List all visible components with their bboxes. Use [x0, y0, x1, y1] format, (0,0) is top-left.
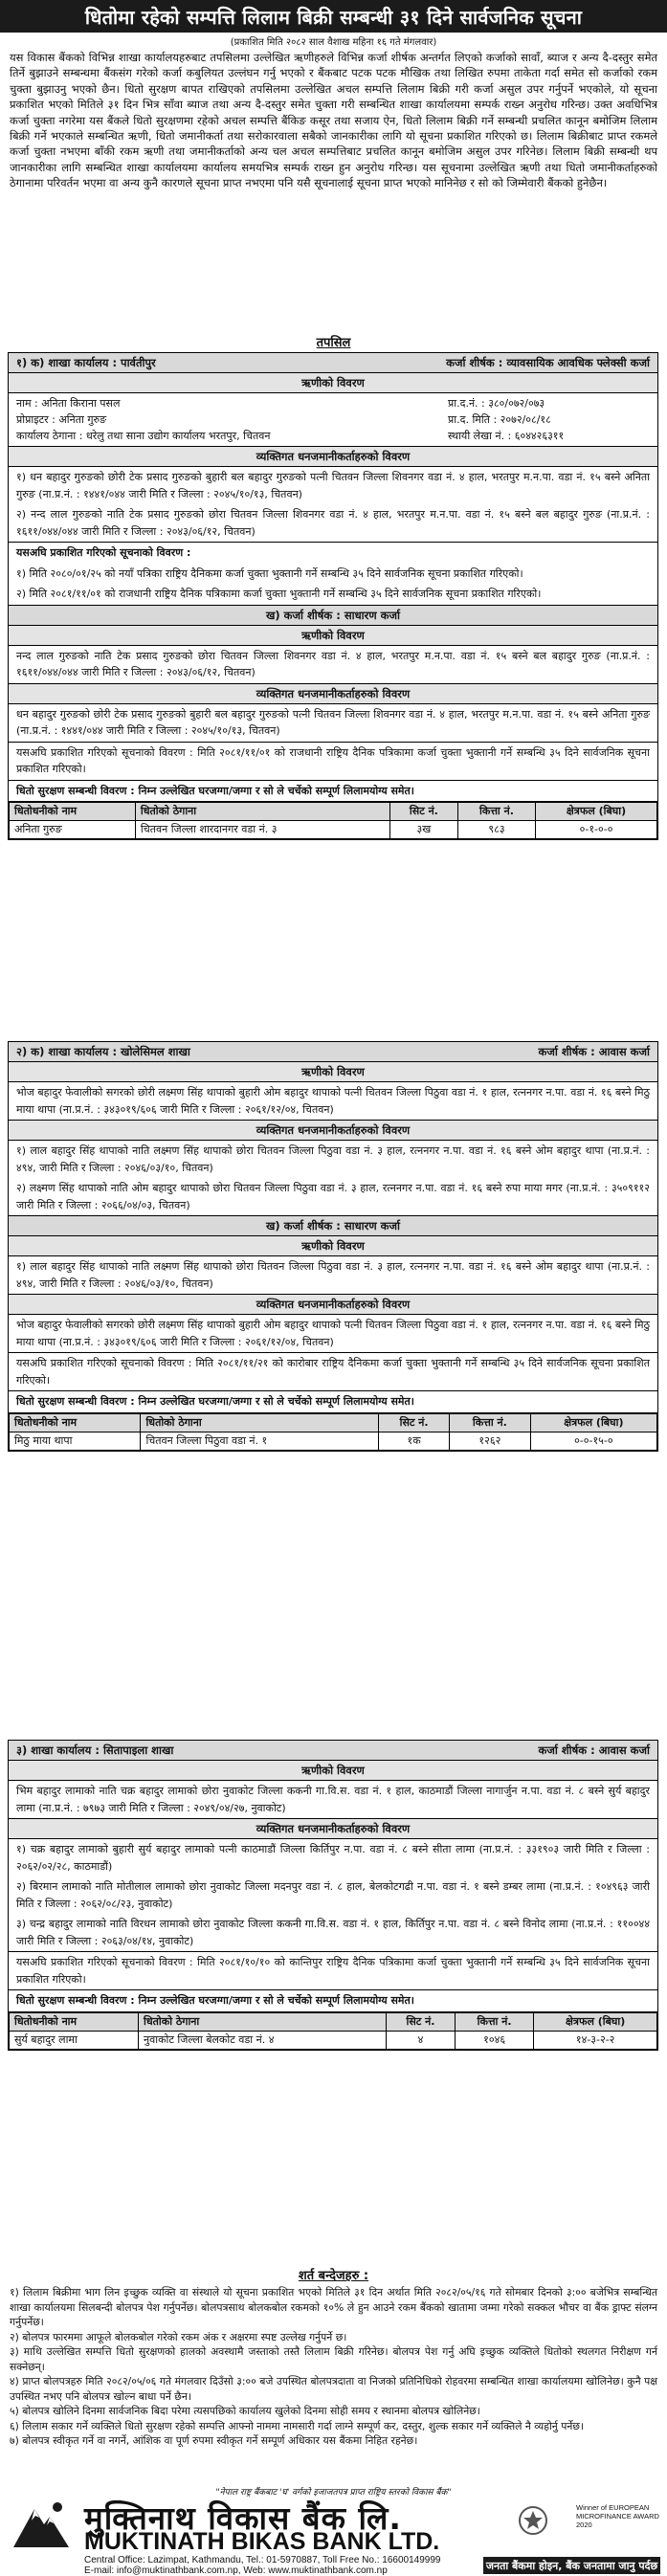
registration-date: प्रा.द. मिति : २०७२/०८/१८	[448, 413, 551, 426]
deed-header: क्षेत्रफल (बिघा)	[534, 2012, 657, 2031]
guarantor-heading: व्यक्तिगत धनजमानीकर्ताहरुको विवरण	[9, 447, 657, 467]
term-item: ७) बोलपत्र स्वीकृत गर्ने वा नगर्ने, आंशिक वा पूर्ण रुपमा स्वीकृत गर्ने सम्पूर्ण अधिकार यस बैंकमा निहित रहनेछ।	[10, 2434, 418, 2447]
deed-cell: ३ख	[389, 821, 457, 839]
deed-header: धितोको ठेगाना	[135, 803, 389, 821]
notice-date: (प्रकाशित मिति २०८२ साल वैशाख महिना १६ गते मंगलवार)	[230, 37, 437, 48]
borrower-heading: ऋणीको विवरण	[9, 373, 657, 393]
deed-cell: चितवन जिल्ला शारदानगर वडा नं. ३	[135, 821, 389, 839]
deed-cell: अनिता गुरुङ	[10, 821, 136, 839]
registered-office: कार्यालय ठेगाना : धरेलु तथा साना उद्योग कार्यालय भरतपुर, चितवन	[16, 430, 271, 442]
deed-row	[10, 2031, 657, 2049]
branch-name: २) क) शाखा कार्यालय : खोलेसिमल शाखा	[16, 1045, 190, 1058]
deed-table	[9, 2012, 657, 2050]
sub-loan-type: ख) कर्जा शीर्षक : साधारण कर्जा	[9, 1216, 657, 1236]
guarantor-heading: व्यक्तिगत धनजमानीकर्ताहरुको विवरण	[9, 684, 657, 704]
borrower-name: नाम : अनिता किराना पसल	[16, 397, 121, 410]
branch-name: १) क) शाखा कार्यालय : पार्वतीपुर	[16, 356, 156, 369]
borrower-text: भिम बहादुर लामाको नाति चक्र बहादुर लामाको छोरा नुवाकोट जिल्ला ककनी गा.वि.स. वडा नं. १ हाल, काठमाडौं जिल्ला नागार्जुन न.पा. वडा नं. ८ बस्ने सुर्य बहादुर लामा (ना.प्र.नं. : ७९७३ जारी मिति र जिल्ला : २०४९/०४/२७, नुवाकोट)	[9, 1781, 657, 1819]
guarantor-heading: व्यक्तिगत धनजमानीकर्ताहरुको विवरण	[9, 1295, 657, 1315]
term-item: ६) लिलाम सकार गर्ने व्यक्तिले धितो सुरक्षण रहेको सम्पत्ति आफ्नो नाममा नामसारी गर्दा लाग्ने सम्पूर्ण कर, दस्तुर, शुल्क सकार गर्ने व्यक्तिले नै व्यहोर्नु पर्नेछ।	[10, 2419, 584, 2432]
award-text: Winner of EUROPEAN MICROFINANCE AWARD 2020	[576, 2503, 659, 2529]
deed-cell: १४-३-२-२	[534, 2031, 657, 2049]
deed-header: क्षेत्रफल (बिघा)	[530, 1413, 656, 1432]
borrower-text: नन्द लाल गुरुङको नाति टेक प्रसाद गुरुङको छोरा चितवन जिल्ला शिवनगर वडा नं. ४ हाल, भरतपुर म.न.पा. वडा नं. १५ बस्ने बल बहादुर गुरुङ (ना.प्र.नं. : १६११/०४४/०४४ जारी मिति र जिल्ला : २०४३/०६/१२, चितवन)	[9, 646, 657, 684]
borrower-text: १) लाल बहादुर सिंह थापाको नाति लक्ष्मण सिंह थापाको छोरा चितवन जिल्ला पिठुवा वडा नं. ३ हाल, रत्ननगर न.पा. वडा नं. १६ बस्ने ओम बहादुर थापा (ना.प्र.नं. : ४९४, जारी मिति र जिल्ला : २०४६/०३/१०, चितवन)	[9, 1256, 657, 1295]
award-badge	[500, 2503, 662, 2538]
pan-no: स्थायी लेखा नं. : ६०४४२६३११	[448, 430, 565, 442]
loan-type: कर्जा शीर्षक : व्यावसायिक आवधिक फ्लेक्सी कर्जा	[446, 356, 650, 369]
publication-note: यसअघि प्रकाशित गरिएको सूचनाको विवरण : मिति २०८१/११/२१ को कारोबार राष्ट्रिय दैनिकमा कर्जा चुक्ता भुक्तानी गर्ने सम्बन्धि ३५ दिने सार्वजनिक सूचना प्रकाशित गरिएको।	[9, 1353, 657, 1391]
deed-cell: १०४६	[455, 2031, 533, 2049]
publication-item: २) मिति २०८१/११/०१ को राजधानी राष्ट्रिय दैनिक पत्रिकामा कर्जा चुक्ता भुक्तानी गर्ने सम्बन्धि ३५ दिने सार्वजनिक सूचना प्रकाशित गरिएको।	[9, 584, 657, 606]
borrower-heading: ऋणीको विवरण	[9, 1062, 657, 1082]
borrower-heading: ऋणीको विवरण	[9, 626, 657, 646]
term-item: ३) माथि उल्लेखित सम्पत्ति धितो सुरक्षणको हालको अवस्थामै जस्ताको तस्तै लिलाम बिक्री गरिनेछ। बोलपत्र पेश गर्नु अघि इच्छुक व्यक्तिले धितोको स्थलगत निरीक्षण गर्न सक्नेछन्।	[10, 2345, 657, 2373]
loan-type: कर्जा शीर्षक : आवास कर्जा	[538, 1045, 650, 1058]
office-address: Central Office: Lazimpat, Kathmandu, Tel.: 01-5970887, Toll Free No.: 16600149999	[84, 2555, 441, 2565]
deed-header: कित्ता नं.	[457, 803, 535, 821]
borrower-heading: ऋणीको विवरण	[9, 1761, 657, 1781]
deed-table	[9, 802, 657, 839]
terms-title: शर्त बन्देजहरु :	[298, 2269, 369, 2283]
deed-header-row	[10, 1413, 657, 1432]
publication-heading: यसअघि प्रकाशित गरिएको सूचनाको विवरण :	[16, 546, 191, 559]
guarantor-heading: व्यक्तिगत धनजमानीकर्ताहरुको विवरण	[9, 1121, 657, 1141]
deed-header: धितोको ठेगाना	[139, 2012, 387, 2031]
publication-note: यसअघि प्रकाशित गरिएको सूचनाको विवरण : मिति २०८१/१०/१० को कान्तिपुर राष्ट्रिय दैनिक पत्रिकामा कर्जा चुक्ता भुक्तानी गर्ने सम्बन्धि ३५ दिने सार्वजनिक सूचना प्रकाशित गरिएको।	[9, 1952, 657, 1990]
guarantor-item: २) नन्द लाल गुरुङको नाति टेक प्रसाद गुरुङको छोरा चितवन जिल्ला शिवनगर वडा नं. ४ हाल, भरतपुर म.न.पा. वडा नं. १५ बस्ने बल बहादुर गुरुङ (ना.प्र.नं. : १६११/०४४/०४४ जारी मिति र जिल्ला : २०४३/०६/१२, चितवन)	[9, 504, 657, 543]
contact-info: E-mail: info@muktinathbank.com.np, Web: www.muktinathbank.com.np	[84, 2565, 388, 2576]
guarantor-item: भोज बहादुर फेवालीको सगरको छोरी लक्ष्मण सिंह थापाको बुहारी ओम बहादुर थापाको पत्नी चितवन जिल्ला पिठुवा वडा नं. १ हाल, रत्ननगर न.पा. वडा नं. १६ बस्ने मिठु माया थापा (ना.प्र.नं. : ३४३०१९/६०६ जारी मिति र जिल्ला : २०६१/१२/०४, चितवन)	[9, 1315, 657, 1353]
sub-loan-type: ख) कर्जा शीर्षक : साधारण कर्जा	[9, 606, 657, 626]
branch-name: ३) शाखा कार्यालय : सितापाइला शाखा	[16, 1743, 174, 1757]
deed-cell: मिठु माया थापा	[10, 1432, 141, 1450]
deed-note: धितो सुरक्षण सम्बन्धी विवरण : निम्न उल्लेखित घरजग्गा/जग्गा र सो ले चर्चेको सम्पूर्ण लिलामयोग्य समेत।	[9, 1990, 657, 2012]
deed-header: धितोधनीको नाम	[10, 2012, 139, 2031]
notice-intro: यस विकास बैंकको विभिन्न शाखा कार्यालयहरुबाट तपसिलमा उल्लेखित ऋणीहरुले विभिन्न कर्जा शीर्षक अन्तर्गत लिएको कर्जाको सावाँ, ब्याज र अन्य दै-दस्तुर समेत तिर्ने बुझाउने सम्बन्धमा बैंकसंग गरेको कर्जा कबुलियत उल्लंघन गर्नु भएको र बैंकबाट पटक पटक मौखिक तथा लिखित रुपमा ताकेता गर्दा समेत सो कर्जाको रकम चुक्ता बुझाउनु भएको छैन। धितो सुरक्षण बापत राखिएको तपसिलमा उल्लेखित अचल सम्पत्ति लिलाम बिक्री गरी कर्जा असुल उपर गर्नुपर्ने भएकोले, यो सूचना प्रकाशित भएको मितिले ३१ दिन भित्र साँवा ब्याज तथा अन्य दै-दस्तुर समेत चुक्ता गरी सम्बन्धित शाखा कार्यालयमा सम्पर्क राख्न अनुरोध गरिन्छ। उक्त अवधिभित्र कर्जा चुक्ता नगरेमा यस बैंकले धितो सुरक्षणमा रहेको अचल सम्पत्ति बैंकिङ कसूर तथा सजाय ऐन, धितो लिलाम बिक्री गर्ने सम्बन्धी प्रचलित कानून बमोजिम लिलाम बिक्री गर्ने भएकाले सम्बन्धित ऋणी, धितो जमानीकर्ता तथा सरोकारवाला सबैको जानकारीका लागि यो सूचना प्रकाशित गरिएको छ। लिलाम बिक्रीबाट प्राप्त रकमले कर्जा चुक्ता नभएमा बाँकी रकम ऋणी तथा जमानीकर्ताको अन्य चल अचल सम्पत्तिबाट प्रचलित कानून बमोजिम असुल उपर गरिनेछ। लिलाम बिक्री सम्बन्धी थप जानकारीका लागि सम्बन्धित शाखा कार्यालयमा कार्यालय समयभित्र सम्पर्क राख्न हुन अनुरोध गरिन्छ। यस सूचनामा उल्लेखित ऋणी तथा धितो जमानीकर्ताहरुको ठेगानामा परिवर्तन भएमा वा अन्य कुनै कारणले सूचना प्राप्त नभएमा पनि यसै सूचनालाई सूचना प्राप्त भएको मानिनेछ र सो को जिम्मेवारी बैंकको हुनेछैन।	[10, 51, 657, 190]
section-header	[9, 353, 657, 373]
guarantor-heading: व्यक्तिगत धनजमानीकर्ताहरुको विवरण	[9, 1819, 657, 1839]
deed-header: कित्ता नं.	[455, 2012, 533, 2031]
term-item: १) लिलाम बिक्रीमा भाग लिन इच्छुक व्यक्ति वा संस्थाले यो सूचना प्रकाशित भएको मितिले ३१ दिन अर्थात मिति २०८२/०५/१६ गते सोमबार दिनको ३:०० बजेभित्र सम्बन्धित शाखा कार्यालयमा सिलबन्दी बोलपत्र पेश गर्नुपर्नेछ। बोलपत्रसाथ बोलकबोल रकमको १०% ले हुन आउने रकम बैंकको खातामा जम्मा गरेको सक्कल भौचर वा बैंक ड्राफ्ट संलग्न गर्नुपर्नेछ।	[10, 2286, 657, 2328]
deed-note: धितो सुरक्षण सम्बन्धी विवरण : निम्न उल्लेखित घरजग्गा/जग्गा र सो ले चर्चेको सम्पूर्ण लिलामयोग्य समेत।	[9, 1391, 657, 1413]
section-3	[8, 1740, 658, 2051]
guarantor-item: २) लक्ष्मण सिंह थापाको नाति ओम बहादुर थापाको छोरा चितवन जिल्ला पिठुवा वडा नं. ३ हाल, रत्ननगर न.पा. वडा नं. १६ बस्ने रुपा माया मगर (ना.प्र.नं. : ३५०९११२ जारी मिति र जिल्ला : २०६६/०४/०३, चितवन)	[9, 1178, 657, 1216]
deed-cell: ०-०-१५-०	[530, 1432, 656, 1450]
term-item: ४) प्राप्त बोलपत्रहरु मिति २०८२/०५/०६ गते मंगलवार दिउँसो ३:०० बजे उपस्थित बोलपत्रदाता वा निजको प्रतिनिधिको रोहवरमा सम्बन्धित शाखा कार्यालयमा खोलिनेछ। कुनै पक्ष उपस्थित नभए पनि बोलपत्र खोल्न बाधा पर्ने छैन।	[10, 2375, 657, 2403]
deed-row	[10, 1432, 657, 1450]
deed-header: धितोको ठेगाना	[141, 1413, 379, 1432]
notice-title: धितोमा रहेको सम्पत्ति लिलाम बिक्री सम्बन्धी ३१ दिने सार्वजनिक सूचना	[0, 0, 667, 33]
deed-header-row	[10, 2012, 657, 2031]
guarantor-item: १) चक्र बहादुर लामाको बुहारी सुर्य बहादुर लामाको पत्नी काठमाडौं जिल्ला किर्तिपुर न.पा. वडा नं. ८ बस्ने सीता लामा (ना.प्र.नं. : ३३१९०३ जारी मिति र जिल्ला : २०६२/०२/२८, काठमाडौं)	[16, 1843, 650, 1873]
deed-cell: १२६२	[450, 1432, 531, 1450]
guarantor-item: ३) चन्द्र बहादुर लामाको नाति विरधन लामाको छोरा नुवाकोट जिल्ला ककनी गा.वि.स. वडा नं. १ हाल, किर्तिपुर न.पा. वडा नं. ८ बस्ने विनोद लामा (ना.प्र.नं. : ११००४४ जारी मिति र जिल्ला : २०६३/०४/१४, नुवाकोट)	[9, 1914, 657, 1952]
borrower-details	[9, 393, 657, 447]
deed-cell: चितवन जिल्ला पिठुवा वडा नं. १	[141, 1432, 379, 1450]
section-2	[8, 1041, 658, 1452]
bank-tagline: जनता बैंकमा होइन, बैंक जनतामा जानु पर्दछ	[483, 2557, 660, 2574]
publication-note: यसअघि प्रकाशित गरिएको सूचनाको विवरण : मिति २०८१/११/०१ को राजधानी राष्ट्रिय दैनिक पत्रिकामा कर्जा चुक्ता भुक्तानी गर्ने सम्बन्धि ३५ दिने सार्वजनिक सूचना प्रकाशित गरिएको।	[9, 743, 657, 781]
deed-header: सिट नं.	[389, 803, 457, 821]
publication-item: १) मिति २०८०/०१/२५ को नयाँ पत्रिका राष्ट्रिय दैनिकमा कर्जा चुक्ता भुक्तानी गर्ने सम्बन्धि ३५ दिने सार्वजनिक सूचना प्रकाशित गरिएको।	[16, 566, 523, 580]
deed-table	[9, 1413, 657, 1451]
deed-cell: नुवाकोट जिल्ला बेलकोट वडा नं. ४	[139, 2031, 387, 2049]
deed-cell: १क	[379, 1432, 450, 1450]
footer-note: "नेपाल राष्ट्र बैंकबाट 'घ' वर्गको इजाजतपत्र प्राप्त राष्ट्रिय स्तरको विकास बैंक"	[215, 2488, 452, 2498]
deed-header: धितोधनीको नाम	[10, 803, 136, 821]
list-title: तपसिल	[316, 336, 351, 350]
deed-header: सिट नं.	[379, 1413, 450, 1432]
term-item: २) बोलपत्र फारममा आफूले बोलकबोल गरेको रकम अंक र अक्षरमा स्पष्ट उल्लेख गर्नुपर्ने छ।	[10, 2330, 347, 2343]
terms-list	[10, 2285, 657, 2449]
section-1	[8, 352, 658, 840]
term-item: ५) बोलपत्र खोलिने दिनमा सार्वजनिक बिदा परेमा त्यसपछिको कार्यालय खुलेको दिनमा सोही समय र स्थानमा बोलपत्र खोलिनेछ।	[10, 2405, 480, 2417]
deed-cell: सुर्य बहादुर लामा	[10, 2031, 139, 2049]
deed-header: क्षेत्रफल (बिघा)	[536, 803, 657, 821]
section-header	[9, 1042, 657, 1062]
section-header	[9, 1741, 657, 1761]
borrower-heading: ऋणीको विवरण	[9, 1236, 657, 1256]
guarantor-item: धन बहादुर गुरुङको छोरी टेक प्रसाद गुरुङको बुहारी बल बहादुर गुरुङको पत्नी चितवन जिल्ला शिवनगर वडा नं. ४ हाल, भरतपुर म.न.पा. वडा नं. १५ बस्ने अनिता गुरुङ (ना.प्र.नं. : १४४१/०४४ जारी मिति र जिल्ला : २०४५/१०/१३, चितवन)	[9, 704, 657, 743]
deed-note: धितो सुरक्षण सम्बन्धी विवरण : निम्न उल्लेखित घरजग्गा/जग्गा र सो ले चर्चेको सम्पूर्ण लिलामयोग्य समेत।	[9, 781, 657, 803]
bank-name-nepali: मुक्तिनाथ विकास बैंक लि.	[84, 2499, 402, 2537]
borrower-text: भोज बहादुर फेवालीको सगरको छोरी लक्ष्मण सिंह थापाको बुहारी ओम बहादुर थापाको पत्नी चितवन जिल्ला पिठुवा वडा नं. १ हाल, रत्ननगर न.पा. वडा नं. १६ बस्ने मिठु माया थापा (ना.प्र.नं. : ३४३०१९/६०६ जारी मिति र जिल्ला : २०६१/१२/०४, चितवन)	[9, 1082, 657, 1121]
proprietor: प्रोप्राइटर : अनिता गुरुङ	[16, 413, 107, 426]
deed-cell: ४	[387, 2031, 456, 2049]
loan-type: कर्जा शीर्षक : आवास कर्जा	[538, 1743, 650, 1757]
mountain-logo-icon	[11, 2499, 71, 2549]
registration-no: प्रा.द.नं. : ३८०/०७२/०७३	[448, 397, 545, 410]
guarantor-item: १) लाल बहादुर सिंह थापाको नाति लक्ष्मण सिंह थापाको छोरा चितवन जिल्ला पिठुवा वडा नं. ३ हाल, रत्ननगर न.पा. वडा नं. १६ बस्ने ओम बहादुर थापा (ना.प्र.नं. : ४९४, जारी मिति र जिल्ला : २०४६/०३/१०, चितवन)	[16, 1144, 650, 1174]
deed-cell: ०-१-०-०	[536, 821, 657, 839]
guarantor-item: १) धन बहादुर गुरुङको छोरी टेक प्रसाद गुरुङको बुहारी बल बहादुर गुरुङको पत्नी चितवन जिल्ला शिवनगर वडा नं. ४ हाल, भरतपुर म.न.पा. वडा नं. १५ बस्ने अनिता गुरुङ (ना.प्र.नं. : १४४१/०४४ जारी मिति र जिल्ला : २०४५/१०/१३, चितवन)	[16, 471, 650, 500]
deed-header-row	[10, 803, 657, 821]
guarantor-item: २) बिरमान लामाको नाति मोतीलाल लामाको छोरा नुवाकोट जिल्ला मदनपुर वडा नं. ८ हाल, बेलकोटगढी न.पा. वडा नं. १ बस्ने डम्बर लामा (ना.प्र.नं. : १०४९६३ जारी मिति र जिल्ला : २०६२/०८/२३, नुवाकोट)	[16, 1880, 650, 1910]
award-star-icon	[500, 2503, 567, 2538]
deed-row	[10, 821, 657, 839]
deed-header: सिट नं.	[387, 2012, 456, 2031]
deed-cell: ९८३	[457, 821, 535, 839]
deed-header: कित्ता नं.	[450, 1413, 531, 1432]
deed-header: धितोधनीको नाम	[10, 1413, 141, 1432]
bank-name-english: MUKTINATH BIKAS BANK LTD.	[84, 2528, 440, 2555]
